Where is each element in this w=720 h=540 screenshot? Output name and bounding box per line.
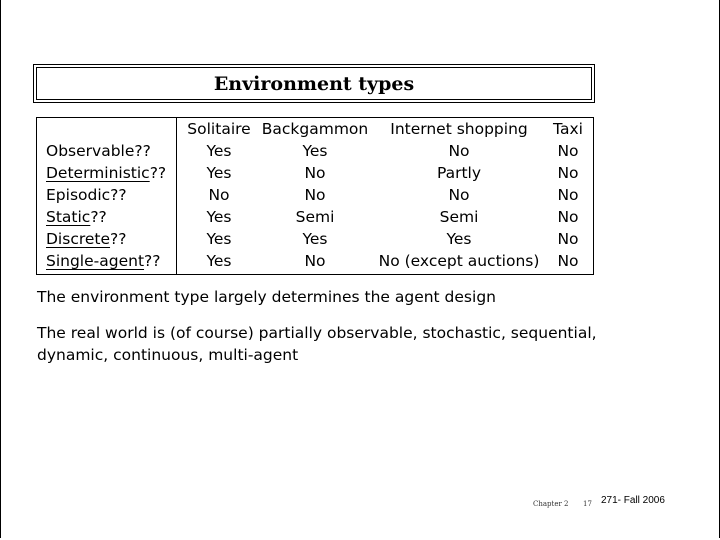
column-header-backgammon: Backgammon (261, 120, 369, 138)
row-label-discrete: Discrete?? (46, 230, 127, 248)
row-label-single-agent: Single-agent?? (46, 252, 161, 270)
row-label-static: Static?? (46, 208, 107, 226)
slide-title-box (36, 67, 592, 100)
row-label-observable: Observable?? (46, 142, 151, 160)
cell-static-solitaire: Yes (206, 208, 232, 226)
cell-observable-taxi: No (557, 142, 579, 160)
cell-deterministic-taxi: No (557, 164, 579, 182)
paragraph-agent-design: The environment type largely determines the agent design (37, 288, 496, 306)
cell-discrete-taxi: No (557, 230, 579, 248)
column-header-taxi: Taxi (553, 120, 583, 138)
row-label-episodic: Episodic?? (46, 186, 127, 204)
cell-static-backgammon: Semi (295, 208, 335, 226)
paragraph-real-world-line1: The real world is (of course) partially observable, stochastic, sequential, (37, 324, 597, 342)
cell-observable-backgammon: Yes (302, 142, 328, 160)
footer-chapter: Chapter 2 (533, 500, 569, 508)
column-header-internet-shopping: Internet shopping (390, 120, 528, 138)
cell-discrete-backgammon: Yes (302, 230, 328, 248)
slide-title: Environment types (213, 72, 415, 95)
paragraph-real-world-line2: dynamic, continuous, multi-agent (37, 346, 299, 364)
column-header-solitaire: Solitaire (187, 120, 251, 138)
cell-static-taxi: No (557, 208, 579, 226)
cell-episodic-backgammon: No (304, 186, 326, 204)
cell-episodic-internet-shopping: No (448, 186, 470, 204)
cell-discrete-solitaire: Yes (206, 230, 232, 248)
cell-deterministic-solitaire: Yes (206, 164, 232, 182)
cell-discrete-internet-shopping: Yes (446, 230, 472, 248)
cell-deterministic-internet-shopping: Partly (436, 164, 482, 182)
cell-single-agent-solitaire: Yes (206, 252, 232, 270)
cell-deterministic-backgammon: No (304, 164, 326, 182)
cell-single-agent-internet-shopping: No (except auctions) (378, 252, 540, 270)
cell-static-internet-shopping: Semi (439, 208, 479, 226)
footer-page-number: 17 (583, 500, 592, 508)
footer-course: 271- Fall 2006 (601, 495, 665, 506)
row-label-deterministic: Deterministic?? (46, 164, 167, 182)
cell-observable-solitaire: Yes (206, 142, 232, 160)
cell-episodic-solitaire: No (208, 186, 230, 204)
cell-single-agent-backgammon: No (304, 252, 326, 270)
cell-episodic-taxi: No (557, 186, 579, 204)
environment-table (36, 117, 594, 275)
cell-observable-internet-shopping: No (448, 142, 470, 160)
cell-single-agent-taxi: No (557, 252, 579, 270)
table-divider (176, 118, 177, 274)
